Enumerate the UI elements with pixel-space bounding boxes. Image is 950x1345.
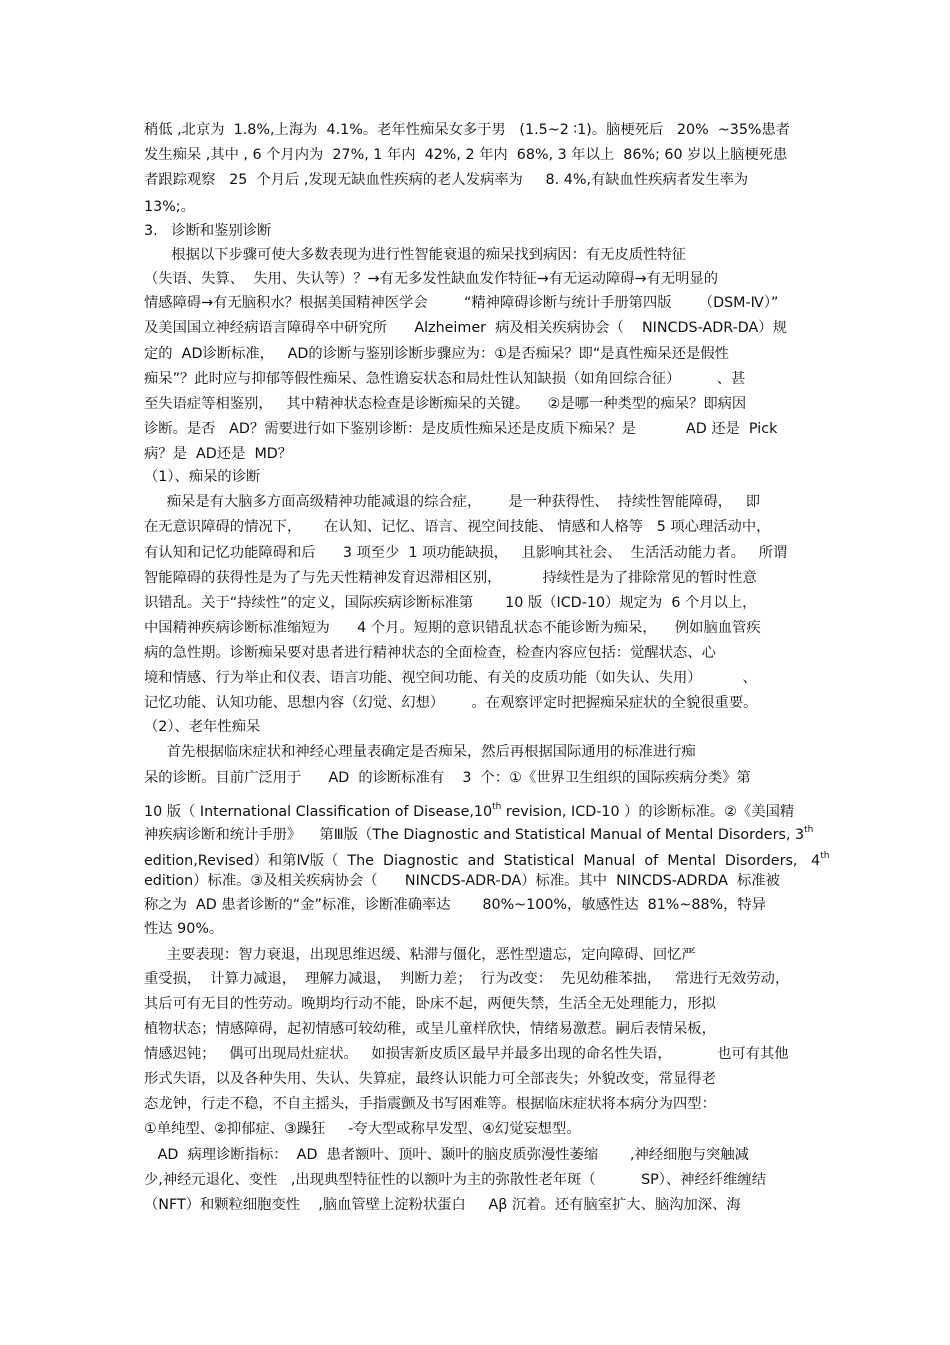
- text-line: 其后可有无目的性劳动。晚期均行动不能，卧床不起，两便失禁，生活全无处理能力，形拟: [144, 996, 716, 1012]
- text-line: 识错乱。关于“持续性”的定义，国际疾病诊断标准第 10 版（ICD-10）规定为 6 个月以上，: [144, 595, 757, 611]
- text-line: 主要表现：智力衰退，出现思维迟缓、粘滞与僵化，恶性型遗忘，定向障碍、回忆严: [144, 947, 696, 963]
- text-line: 称之为 AD 患者诊断的“金”标准，诊断准确率达 80%~100%，敏感性达 81%~88%，特异: [144, 897, 767, 913]
- line-segment: revision, ICD-10 ）的诊断标准。②《美国精: [501, 804, 795, 820]
- text-line: 根据以下步骤可使大多数表现为进行性智能衰退的痴呆找到病因：有无皮质性特征: [144, 247, 686, 263]
- subsection-heading: （1）、痴呆的诊断: [144, 469, 261, 485]
- text-line: 痴呆是有大脑多方面高级精神功能减退的综合症， 是一种获得性、 持续性智能障碍， 即: [144, 494, 760, 510]
- superscript: th: [804, 825, 814, 835]
- text-line: 呆的诊断。目前广泛用于 AD 的诊断标准有 3 个：①《世界卫生组织的国际疾病分类》第: [144, 770, 751, 786]
- section-heading: 3. 诊断和鉴别诊断: [144, 223, 272, 239]
- text-line: 发生痴呆 ,其中 , 6 个月内为 27%, 1 年内 42%, 2 年内 68%, 3 年以上 86%; 60 岁以上脑梗死患: [144, 147, 788, 163]
- text-line: [144, 798, 794, 821]
- text-line: 诊断。是否 AD？需要进行如下鉴别诊断：是皮质性痴呆还是皮质下痴呆？是 AD 还是 Pick: [144, 421, 778, 437]
- text-line: 在无意识障碍的情况下， 在认知、记忆、语言、视空间技能、 情感和人格等 5 项心理活动中，: [144, 519, 771, 535]
- text-line: 病？是 AD还是 MD？: [144, 446, 293, 462]
- text-line: 稍低 ,北京为 1.8%,上海为 4.1%。老年性痴呆女多于男 (1.5~2 ∶1)。脑梗死后 20% ~35%患者: [144, 122, 791, 138]
- text-line: 定的 AD诊断标准， AD的诊断与鉴别诊断步骤应为：①是否痴呆？即“是真性痴呆还是假性: [144, 346, 729, 362]
- text-line: 中国精神疾病诊断标准缩短为 4 个月。短期的意识错乱状态不能诊断为痴呆， 例如脑血管疾: [144, 620, 761, 636]
- text-line: 情感障碍→有无脑积水？根据美国精神医学会 “精神障碍诊断与统计手册第四版 （DSM-Ⅳ）”: [144, 295, 779, 311]
- subsection-heading: （2）、老年性痴呆: [144, 719, 261, 735]
- text-line: 境和情感、行为举止和仪表、语言功能、视空间功能、有关的皮质功能（如失认、失用） 、: [144, 670, 757, 686]
- text-line: edition）标准。③及相关疾病协会（ NINCDS-ADR-DA）标准。其中 NINCDS-ADRDA 标准被: [144, 873, 780, 889]
- text-line: 者跟踪观察 25 个月后 ,发现无缺血性疾病的老人发病率为 8. 4%,有缺血性疾病者发生率为: [144, 172, 749, 188]
- text-line: 及美国国立神经病语言障碍卒中研究所 Alzheimer 病及相关疾病协会（ NINCDS-ADR-DA）规: [144, 320, 787, 336]
- text-line: 智能障碍的获得性是为了与先天性精神发育迟滞相区别， 持续性是为了排除常见的暂时性意: [144, 570, 757, 586]
- text-line: ①单纯型、②抑郁症、③躁狂 -夸大型或称早发型、④幻觉妄想型。: [144, 1121, 581, 1137]
- text-line: 病的急性期。诊断痴呆要对患者进行精神状态的全面检查，检查内容应包括：觉醒状态、心: [144, 645, 716, 661]
- text-line: 有认知和记忆功能障碍和后 3 项至少 1 项功能缺损， 且影响其社会、 生活活动能力者。 所谓: [144, 545, 788, 561]
- text-line: AD 病理诊断指标： AD 患者额叶、顶叶、颞叶的脑皮质弥漫性萎缩 ,神经细胞与突触减: [144, 1147, 749, 1163]
- line-segment: edition,Revised）和第Ⅳ版（ The Diagnostic and Statistical Manual of Mental Disorders, 4: [144, 853, 821, 869]
- text-line: 13%;。: [144, 199, 195, 215]
- text-line: 性达 90%。: [144, 921, 224, 937]
- text-line: [144, 847, 829, 870]
- text-line: 至失语症等相鉴别， 其中精神状态检查是诊断痴呆的关键。 ②是哪一种类型的痴呆？即病因: [144, 396, 747, 412]
- text-line: 态龙钟，行走不稳，不自主摇头，手指震颤及书写困难等。根据临床症状将本病分为四型：: [144, 1096, 716, 1112]
- text-line: 形式失语，以及各种失用、失认、失算症，最终认识能力可全部丧失；外貌改变，常显得老: [144, 1071, 716, 1087]
- text-line: 情感迟钝； 偶可出现局灶症状。 如损害新皮质区最早并最多出现的命名性失语， 也可有其他: [144, 1046, 789, 1062]
- text-line: （NFT）和颗粒细胞变性 ,脑血管壁上淀粉状蛋白 Aβ 沉着。还有脑室扩大、脑沟加深、海: [144, 1197, 741, 1213]
- line-segment: 神疾病诊断和统计手册》 第Ⅲ版（The Diagnostic and Statistical Manual of Mental Disorders, 3: [144, 827, 805, 843]
- text-line: 少,神经元退化、变性 ,出现典型特征性的以额叶为主的弥散性老年斑（ SP）、神经纤维缠结: [144, 1172, 766, 1188]
- superscript: th: [820, 851, 830, 861]
- text-line: 首先根据临床症状和神经心理量表确定是否痴呆，然后再根据国际通用的标准进行痴: [144, 744, 696, 760]
- text-line: 重受损， 计算力减退， 理解力减退， 判断力差； 行为改变： 先见幼稚苯拙， 常进行无效劳动，: [144, 971, 790, 987]
- text-line: （失语、失算、 失用、失认等）？→有无多发性缺血发作特征→有无运动障碍→有无明显的: [144, 271, 719, 287]
- text-line: [144, 821, 813, 844]
- text-line: 记忆功能、认知功能、思想内容（幻觉、幻想） 。在观察评定时把握痴呆症状的全貌很重要。: [144, 695, 758, 711]
- text-line: 植物状态；情感障碍，起初情感可较幼稚，或呈儿童样欣快，情绪易激惹。嗣后表情呆板，: [144, 1021, 716, 1037]
- line-segment: 10 版（ International Classification of Disease,10: [144, 804, 493, 820]
- superscript: th: [492, 802, 502, 812]
- text-line: 痴呆”？此时应与抑郁等假性痴呆、急性谵妄状态和局灶性认知缺损（如角回综合征） 、甚: [144, 371, 746, 387]
